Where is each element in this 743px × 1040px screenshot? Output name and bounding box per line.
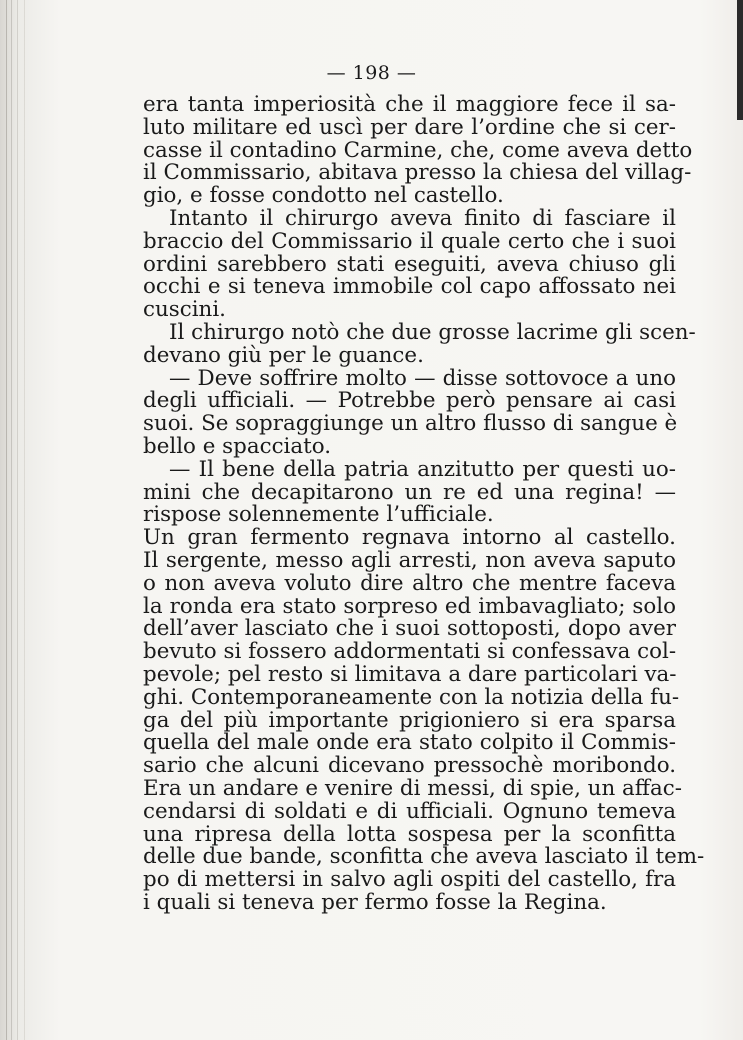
text-line: o non aveva voluto dire altro che mentre faceva bbox=[143, 570, 676, 596]
text-line: quella del male onde era stato colpito il Commis- bbox=[143, 730, 676, 756]
text-line: — Il bene della patria anzitutto per questi uo- bbox=[169, 456, 676, 482]
text-line: mini che decapitarono un re ed una regina! — bbox=[143, 479, 676, 505]
text-line: casse il contadino Carmine, che, come aveva detto bbox=[143, 137, 693, 163]
page-stack-edge bbox=[11, 0, 12, 1040]
text-line: gio, e fosse condotto nel castello. bbox=[143, 183, 504, 209]
text-line: una ripresa della lotta sospesa per la sconfitta bbox=[143, 821, 676, 847]
text-line: bevuto si fossero addormentati si confessava col- bbox=[143, 639, 677, 665]
text-line: delle due bande, sconfitta che aveva lasciato il tem- bbox=[143, 844, 705, 870]
text-line: occhi e si teneva immobile col capo affossato nei bbox=[143, 274, 676, 300]
text-line: ga del più importante prigioniero si era sparsa bbox=[143, 707, 676, 733]
text-line: ghi. Contemporaneamente con la notizia della fu- bbox=[143, 684, 680, 710]
text-line: braccio del Commissario il quale certo che i suoi bbox=[143, 228, 676, 254]
text-line: Il chirurgo notò che due grosse lacrime gli scen- bbox=[169, 319, 696, 345]
text-line: rispose solennemente l’ufficiale. bbox=[143, 502, 494, 528]
text-line: Il sergente, messo agli arresti, non aveva saputo bbox=[143, 547, 676, 573]
text-line: i quali si teneva per fermo fosse la Regina. bbox=[143, 889, 607, 915]
page-number: — 198 — bbox=[326, 62, 417, 84]
text-line: dell’aver lasciato che i suoi sottoposti, dopo aver bbox=[143, 616, 676, 642]
text-line: devano giù per le guance. bbox=[143, 342, 424, 368]
text-line: bello e spacciato. bbox=[143, 433, 332, 459]
page-stack-edge bbox=[17, 0, 18, 1040]
text-line: era tanta imperiosità che il maggiore fece il sa- bbox=[143, 92, 676, 117]
text-line: — Deve soffrire molto — disse sottovoce a uno bbox=[169, 365, 676, 391]
text-line: luto militare ed uscì per dare l’ordine che si cer- bbox=[143, 114, 676, 140]
text-line: ordini sarebbero stati eseguiti, aveva chiuso gli bbox=[143, 251, 676, 277]
scan-border bbox=[737, 0, 743, 120]
text-line: suoi. Se sopraggiunge un altro flusso di sangue è bbox=[143, 411, 678, 437]
text-line: degli ufficiali. — Potrebbe però pensare ai casi bbox=[143, 388, 676, 414]
text-line: Era un andare e venire di messi, di spie, un affac- bbox=[143, 775, 682, 801]
text-line: Intanto il chirurgo aveva finito di fasciare il bbox=[169, 205, 676, 231]
body-text bbox=[143, 92, 705, 915]
text-line: Un gran fermento regnava intorno al castello. bbox=[143, 525, 676, 551]
page-stack-edge bbox=[24, 0, 25, 1040]
text-line: pevole; pel resto si limitava a dare particolari va- bbox=[143, 661, 677, 687]
text-line: po di mettersi in salvo agli ospiti del castello, fra bbox=[143, 867, 676, 893]
text-line: sario che alcuni dicevano pressochè moribondo. bbox=[143, 753, 676, 779]
text-line: cuscini. bbox=[143, 297, 226, 323]
text-line: la ronda era stato sorpreso ed imbavagliato; solo bbox=[143, 593, 676, 619]
text-line: il Commissario, abitava presso la chiesa del villag- bbox=[143, 160, 692, 186]
text-line: cendarsi di soldati e di ufficiali. Ognuno temeva bbox=[143, 798, 676, 824]
page-stack-edge bbox=[6, 0, 7, 1040]
